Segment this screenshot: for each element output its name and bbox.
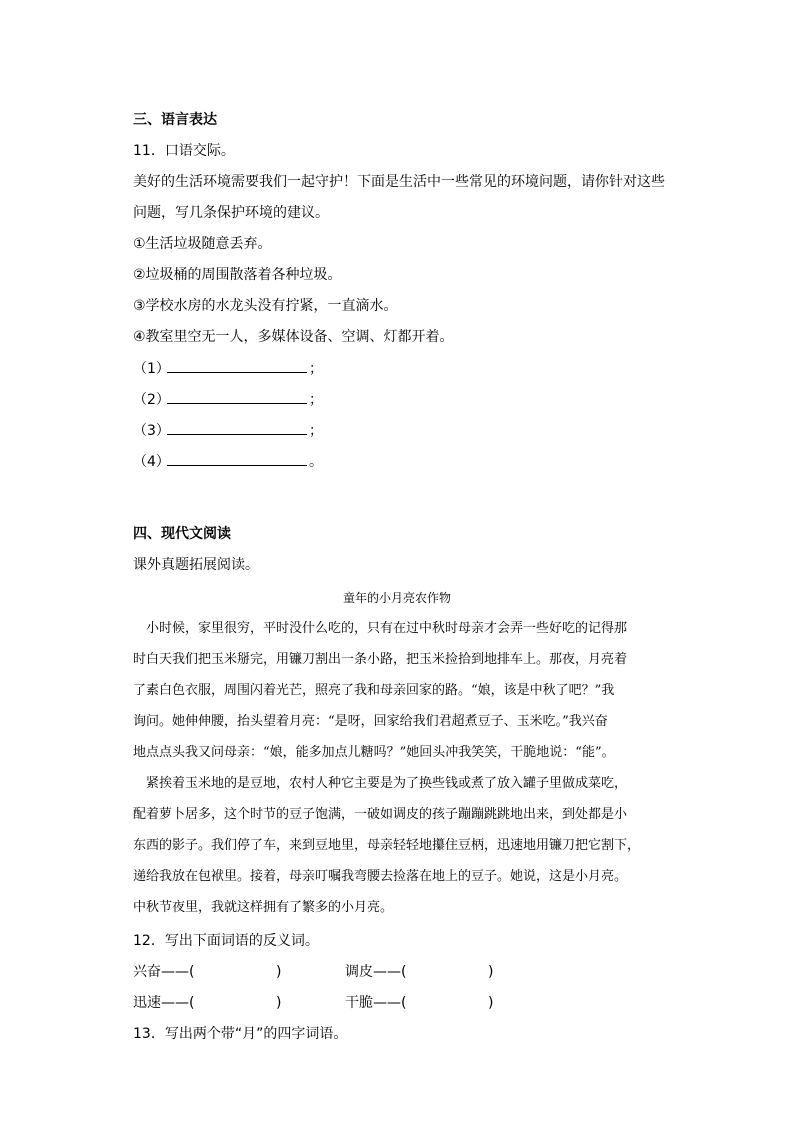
blank-end-mark: 。 (309, 454, 323, 470)
article-line-9: 递给我放在包袱里。接着，母亲叮嘱我弯腰去捡落在地上的豆子。她说，这是小月亮。 (133, 869, 628, 884)
blank-number: （4） (133, 454, 170, 470)
problem-item-4: ④教室里空无一人，多媒体设备、空调、灯都开着。 (133, 329, 454, 345)
section-4-subheading: 课外真题拓展阅读。 (133, 557, 259, 573)
problem-item-2: ②垃圾桶的周围散落着各种垃圾。 (133, 267, 342, 283)
answer-line[interactable] (167, 358, 307, 373)
article-line-1: 小时候，家里很穷，平时没什么吃的，只有在过中秋时母亲才会弄一些好吃的记得那 (133, 621, 628, 636)
article-line-2: 时白天我们把玉米掰完，用镰刀割出一条小路，把玉米捡拾到地排车上。那夜，月亮着 (133, 652, 628, 667)
article-line-8: 东西的影子。我们停了车，来到豆地里，母亲轻轻地攥住豆柄，迅速地用镰刀把它割下， (133, 838, 641, 853)
article-line-10: 中秋节夜里，我就这样拥有了繁多的小月亮。 (133, 900, 394, 915)
blank-number: （3） (133, 423, 170, 439)
section-4-heading: 四、现代文阅读 (133, 526, 231, 542)
blank-number: （1） (133, 361, 170, 377)
article-line-3: 了素白色衣服，周围闪着光芒，照亮了我和母亲回家的路。“娘，该是中秋了吧？”我 (133, 683, 615, 698)
blank-end-mark: ； (309, 423, 323, 439)
answer-blank-2 (133, 389, 323, 410)
antonym-word-3: 迅速——( (133, 995, 195, 1011)
question-13-title: 13．写出两个带“月”的四字词语。 (133, 1026, 348, 1042)
blank-end-mark: ； (309, 392, 323, 408)
antonym-word-1: 兴奋——( (133, 964, 195, 980)
answer-blank-1 (133, 358, 323, 379)
article-title: 童年的小月亮农作物 (342, 591, 451, 605)
question-11-title: 11．口语交际。 (133, 143, 235, 159)
answer-blank-4 (133, 451, 323, 472)
antonym-close-2: ) (488, 964, 494, 980)
article-line-4: 询问。她伸伸腰，抬头望着月亮：“是呀，回家给我们君超煮豆子、玉米吃。”我兴奋 (133, 714, 608, 729)
antonym-word-2: 调皮——( (345, 964, 407, 980)
antonym-word-4: 干脆——( (345, 995, 407, 1011)
antonym-close-3: ) (276, 995, 282, 1011)
answer-blank-3 (133, 420, 323, 441)
answer-line[interactable] (167, 451, 307, 466)
answer-line[interactable] (167, 420, 307, 435)
question-11-intro-line-1: 美好的生活环境需要我们一起守护！下面是生活中一些常见的环境问题，请你针对这些 (133, 174, 665, 190)
blank-end-mark: ； (309, 361, 323, 377)
question-12-title: 12．写出下面词语的反义词。 (133, 933, 319, 949)
answer-line[interactable] (167, 389, 307, 404)
blank-number: （2） (133, 392, 170, 408)
antonym-close-1: ) (276, 964, 282, 980)
problem-item-1: ①生活垃圾随意丢弃。 (133, 236, 272, 252)
article-line-6: 紧挨着玉米地的是豆地，农村人种它主要是为了换些钱或煮了放入罐子里做成菜吃， (133, 776, 628, 791)
antonym-close-4: ) (488, 995, 494, 1011)
question-11-intro-line-2: 问题，写几条保护环境的建议。 (133, 205, 329, 221)
article-line-5: 地点点头我又问母亲：“娘，能多加点儿糖吗？”她回头冲我笑笑，干脆地说：“能”。 (133, 745, 615, 760)
section-3-heading: 三、语言表达 (133, 112, 217, 128)
problem-item-3: ③学校水房的水龙头没有拧紧，一直滴水。 (133, 298, 398, 314)
article-line-7: 配着萝卜居多，这个时节的豆子饱满，一破如调皮的孩子蹦蹦跳跳地出来，到处都是小 (133, 807, 628, 822)
